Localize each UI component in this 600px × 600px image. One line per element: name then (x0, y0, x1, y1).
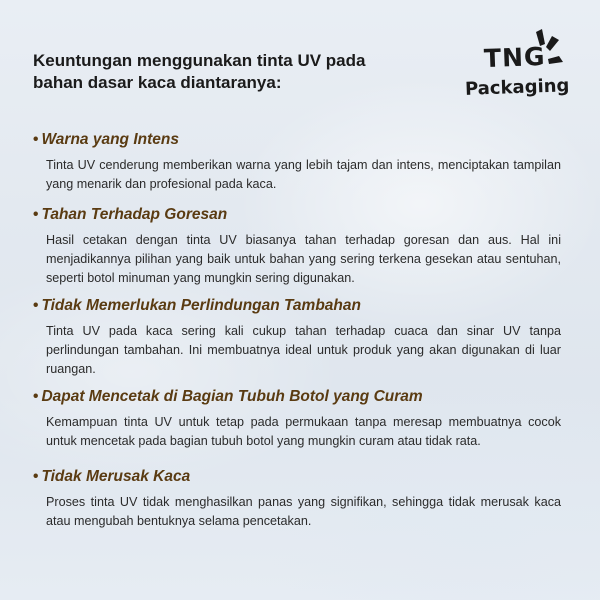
bullet: • (33, 388, 39, 405)
list-item (33, 387, 561, 451)
item-body: Proses tinta UV tidak menghasilkan panas yang signifikan, sehingga tidak merusak kaca atau mengubah bentuknya selama pencetakan. (46, 495, 561, 528)
item-body: Tinta UV pada kaca sering kali cukup tahan terhadap cuaca dan sinar UV tanpa perlindungan tambahan. Ini membuatnya ideal untuk produk yang akan digunakan di luar ruangan. (46, 324, 561, 376)
bullet: • (33, 131, 39, 148)
logo-text-packaging: Packaging (464, 75, 570, 100)
list-item (33, 205, 561, 288)
tng-packaging-logo (462, 26, 574, 108)
item-title-text: Warna yang Intens (41, 131, 179, 148)
item-body: Tinta UV cenderung memberikan warna yang lebih tajam dan intens, menciptakan tampilan yang menarik dan profesional pada kaca. (46, 158, 561, 191)
bullet: • (33, 297, 39, 314)
list-item (33, 130, 561, 194)
page-heading: Keuntungan menggunakan tinta UV pada bahan dasar kaca diantaranya: (33, 51, 366, 92)
bullet: • (33, 206, 39, 223)
item-title-text: Tidak Merusak Kaca (41, 468, 191, 485)
item-title (33, 467, 561, 487)
item-title (33, 130, 561, 150)
item-title (33, 296, 561, 316)
item-title (33, 205, 561, 225)
item-title-text: Tahan Terhadap Goresan (41, 206, 228, 223)
list-item (33, 296, 561, 379)
item-body: Kemampuan tinta UV untuk tetap pada permukaan tanpa meresap membuatnya cocok untuk mencetak pada bagian tubuh botol yang mungkin curam atau tidak rata. (46, 415, 561, 448)
item-body: Hasil cetakan dengan tinta UV biasanya tahan terhadap goresan dan aus. Hal ini menjadikannya pilihan yang baik untuk bahan yang sering terkena gesekan atau sentuhan, seperti botol minuman yang mungkin sering digunakan. (46, 233, 561, 285)
item-title (33, 387, 561, 407)
list-item (33, 467, 561, 531)
logo-text-tng: TNG (483, 41, 546, 74)
item-title-text: Dapat Mencetak di Bagian Tubuh Botol yang Curam (41, 388, 423, 405)
item-title-text: Tidak Memerlukan Perlindungan Tambahan (41, 297, 361, 314)
bullet: • (33, 468, 39, 485)
